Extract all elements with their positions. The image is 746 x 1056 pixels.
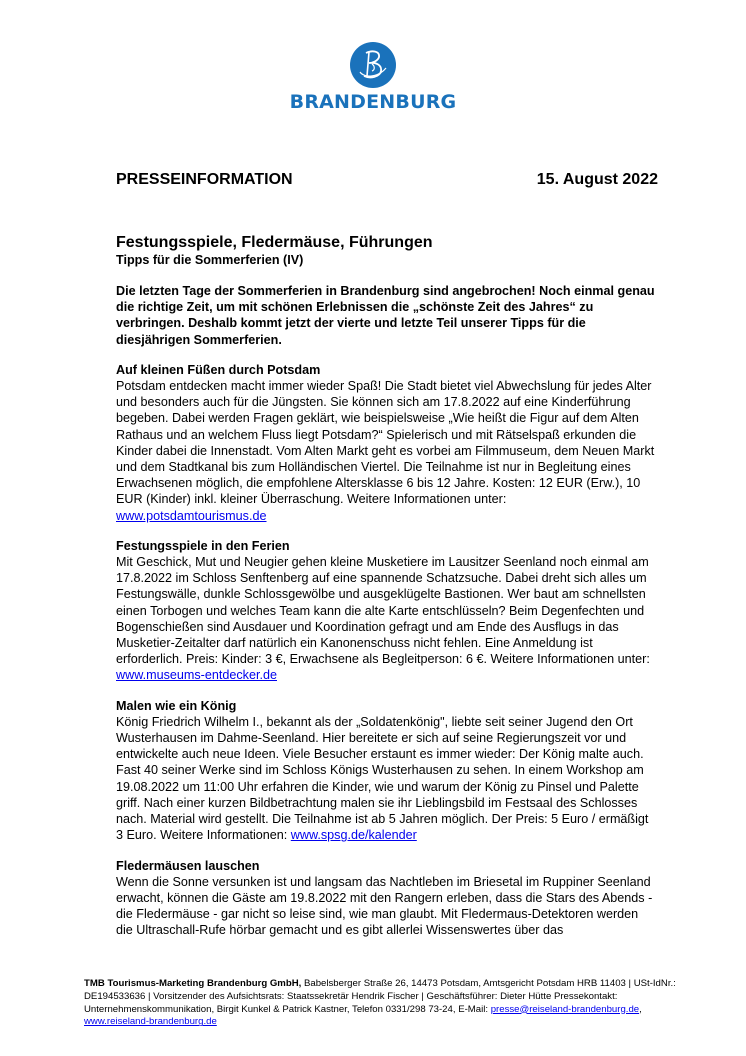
- section-festungsspiele: [116, 538, 658, 684]
- section-body: [116, 714, 658, 844]
- document-header: [116, 171, 658, 189]
- section-text: Wenn die Sonne versunken ist und langsam das Nachtleben im Briesetal im Ruppiner Seenland erwacht, können die Gäste am 19.8.2022 mit den Rangern erleben, dass die Stars des Abends - die Fledermäuse - gar nicht so leise sind, wie man glaubt. Mit Fledermaus-Detektoren werden die Ultraschall-Rufe hörbar gemacht und es gibt allerlei Wissenswertes über das: [116, 874, 653, 938]
- section-body: [116, 874, 658, 939]
- article-title: Festungsspiele, Fledermäuse, Führungen: [116, 234, 433, 251]
- section-malen: [116, 698, 658, 844]
- section-heading: Auf kleinen Füßen durch Potsdam: [116, 362, 321, 377]
- section-heading: Fledermäusen lauschen: [116, 858, 260, 873]
- brandenburg-wordmark: BRANDENBURG: [289, 91, 457, 113]
- section-text: König Friedrich Wilhelm I., bekannt als der „Soldatenkönig", liebte seit seiner Jugend den Ort Wusterhausen im Dahme-Seenland. Hier bereitete er sich auf seine Regierungszeit vor und entwickelte auch neue Ideen. Viele Besucher erstaunt es immer wieder: Der König malte auch. Fast 40 seiner Werke sind im Schloss Königs Wusterhausen zu sehen. In einem Workshop am 19.08.2022 um 11:00 Uhr erfahren die Kinder, wie und warum der König zu Pinsel und Palette griff. Nach einer kurzen Bildbetrachtung malen sie ihr Lieblingsbild im Festsaal des Schlosses nach. Material wird gestellt. Die Teilnahme ist ab 5 Jahren möglich. Der Preis: 5 Euro / ermäßigt 3 Euro. Weitere Informationen:: [116, 714, 649, 843]
- website-link[interactable]: www.reiseland-brandenburg.de: [84, 1016, 217, 1028]
- section-body: [116, 554, 658, 684]
- footer-company: TMB Tourismus-Marketing Brandenburg GmbH,: [84, 978, 302, 989]
- museums-entdecker-link[interactable]: www.museums-entdecker.de: [116, 668, 277, 683]
- section-text: Potsdam entdecken macht immer wieder Spaß! Die Stadt bietet viel Abwechslung für jedes Alter und besonders auch für die Jüngsten. Sie können sich am 17.8.2022 auf eine Kinderführung begeben. Dabei werden Fragen geklärt, wie beispielsweise „Wie heißt die Figur auf dem Alten Rathaus und an welchem Fluss liegt Potsdam?“ Spielerisch und mit Rätselspaß erkunden die Kinder dabei die Innenstadt. Vom Alten Markt geht es vorbei am Filmmuseum, dem Neuen Markt und dem Stadtkanal bis zum Holländischen Viertel. Die Teilnahme ist nur in Begleitung eines Erwachsenen möglich, die empfohlene Altersklasse 6 bis 12 Jahre. Kosten: 12 EUR (Erw.), 10 EUR (Kinder) inkl. kleiner Überraschung. Weitere Informationen unter:: [116, 379, 655, 507]
- document-footer: [84, 978, 684, 1029]
- section-heading: Festungsspiele in den Ferien: [116, 538, 290, 553]
- potsdamtourismus-link[interactable]: www.potsdamtourismus.de: [116, 508, 267, 523]
- section-heading: Malen wie ein König: [116, 698, 237, 713]
- article-lead: Die letzten Tage der Sommerferien in Brandenburg sind angebrochen! Noch einmal genau die richtige Zeit, um mit schönen Erlebnissen die „schönste Zeit des Jahres“ zu verbringen. Deshalb kommt jetzt der vierte und letzte Teil unserer Tipps für die diesjährigen Sommerferien.: [116, 284, 655, 347]
- brandenburg-logo: [0, 42, 746, 113]
- brandenburg-b-logo-icon: [350, 42, 396, 88]
- footer-text: Babelsberger Straße 26, 14473 Potsdam, Amtsgericht Potsdam HRB 11403 | USt-IdNr.: DE194533636 | Vorsitzender des Aufsichtsrats: Staatssekretär Hendrik Fischer | Geschäftsführer: Dieter Hütte Pressekontakt: Unternehmenskommunikation, Birgit Kunkel & Patrick Kastner, Telefon 0331/298 73-24, E-Mail:: [84, 978, 676, 1015]
- document-date: 15. August 2022: [536, 171, 658, 188]
- press-info-label: PRESSEINFORMATION: [116, 171, 293, 188]
- spsg-kalender-link[interactable]: www.spsg.de/kalender: [290, 828, 417, 843]
- section-body: [116, 378, 658, 524]
- article-subtitle: Tipps für die Sommerferien (IV): [116, 253, 304, 267]
- section-text: Mit Geschick, Mut und Neugier gehen kleine Musketiere im Lausitzer Seenland noch einmal am 17.8.2022 im Schloss Senftenberg auf eine spannende Schatzsuche. Dabei dreht sich alles um Festungswälle, dunkle Schlossgewölbe und ausgeklügelte Bastionen. Wer baut am schnellsten einen Torbogen und welches Team kann die alte Karte entschlüsseln? Beim Degenfechten und Bogenschießen sind Ausdauer und Koordination gefragt und am Ende des Ausflugs in das Musketier-Zeitalter darf natürlich ein Kanonenschuss nicht fehlen. Eine Anmeldung ist erforderlich. Preis: Kinder: 3 €, Erwachsene als Begleitperson: 6 €. Weitere Informationen unter:: [116, 555, 650, 667]
- section-fledermaeuse: [116, 858, 658, 939]
- section-potsdam: [116, 362, 658, 524]
- press-email-link[interactable]: presse@reiseland-brandenburg.de: [490, 1003, 640, 1015]
- article: [116, 234, 658, 939]
- footer-separator: ,: [639, 1003, 642, 1015]
